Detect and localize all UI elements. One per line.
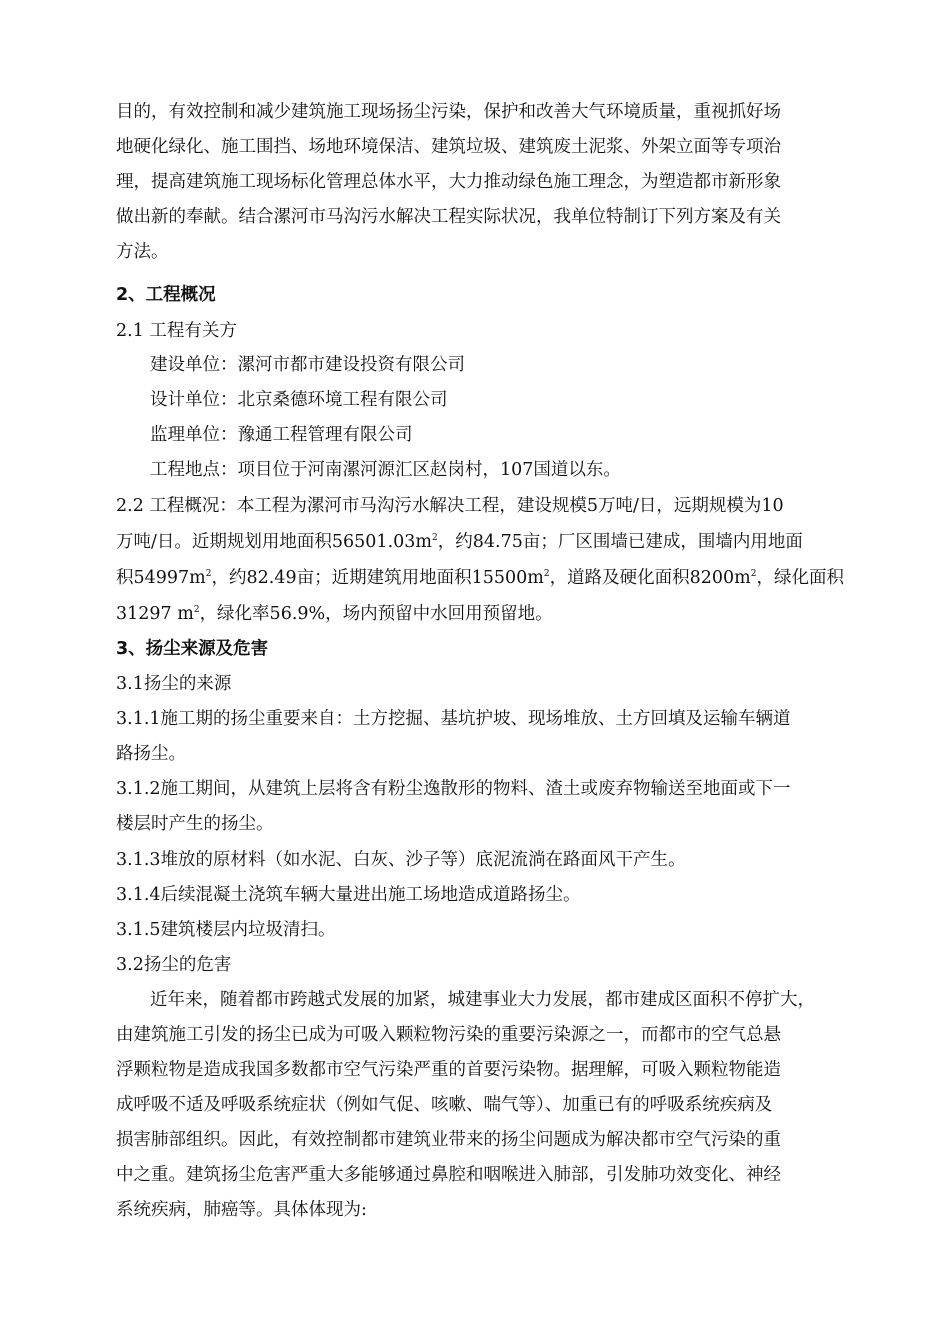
paragraph-line: 近年来，随着都市跨越式发展的加紧，城建事业大力发展，都市建成区面积不停扩大，	[150, 990, 815, 1010]
item-3-1-2-line: 3.1.2施工期间，从建筑上层将含有粉尘逸散形的物料、渣土或废弃物输送至地面或下一	[116, 779, 791, 799]
location-line: 工程地点：项目位于河南漯河源汇区赵岗村，107国道以东。	[150, 460, 621, 480]
item-3-1-5-line: 3.1.5建筑楼层内垃圾清扫。	[116, 920, 336, 940]
superscript: 2	[750, 569, 757, 580]
subsection-2-2-line: 31297 $m^2$，绿化率56.9%，场内预留中水回用预留地。	[116, 604, 553, 624]
paragraph-line: 由建筑施工引发的扬尘已成为可吸入颗粒物污染的重要污染源之一，而都市的空气总悬	[116, 1025, 781, 1045]
designer-line: 设计单位：北京桑德环境工程有限公司	[150, 390, 448, 410]
subsection-2-2-line: 2.2 工程概况：本工程为漯河市马沟污水解决工程，建设规模5万吨/日，远期规模为10	[116, 496, 784, 516]
paragraph-line: 浮颗粒物是造成我国多数都市空气污染严重的首要污染物。据理解，可吸入颗粒物能造	[116, 1060, 781, 1080]
section-2-heading: 2、工程概况	[116, 285, 216, 305]
intro-line: 做出新的奉献。结合漯河市马沟污水解决工程实际状况，我单位特制订下列方案及有关	[116, 207, 781, 227]
superscript: 2	[543, 569, 550, 580]
intro-line: 目的，有效控制和减少建筑施工现场扬尘污染，保护和改善大气环境质量，重视抓好场	[116, 102, 781, 122]
item-3-1-3-line: 3.1.3堆放的原材料（如水泥、白灰、沙子等）底泥流淌在路面风干产生。	[116, 850, 686, 870]
subsection-3-1-heading: 3.1扬尘的来源	[116, 674, 232, 694]
supervisor-line: 监理单位：豫通工程管理有限公司	[150, 425, 413, 445]
subsection-3-2-heading: 3.2扬尘的危害	[116, 955, 232, 975]
paragraph-line: 系统疾病，肺癌等。具体体现为:	[116, 1200, 367, 1220]
item-3-1-2-line: 楼层时产生的扬尘。	[116, 814, 274, 834]
paragraph-line: 损害肺部组织。因此，有效控制都市建筑业带来的扬尘问题成为解决都市空气污染的重	[116, 1130, 781, 1150]
paragraph-line: 成呼吸不适及呼吸系统症状（例如气促、咳嗽、喘气等）、加重已有的呼吸系统疾病及	[116, 1095, 773, 1115]
builder-line: 建设单位：漯河市都市建设投资有限公司	[150, 355, 465, 375]
superscript: 2	[193, 605, 200, 616]
intro-line: 方法。	[116, 242, 169, 262]
intro-line: 地硬化绿化、施工围挡、场地环境保洁、建筑垃圾、建筑废土泥浆、外架立面等专项治	[116, 137, 781, 157]
paragraph-line: 中之重。建筑扬尘危害严重大多能够通过鼻腔和咽喉进入肺部，引发肺功效变化、神经	[116, 1165, 781, 1185]
subsection-2-1-heading: 2.1 工程有关方	[116, 321, 237, 341]
item-3-1-4-line: 3.1.4后续混凝土浇筑车辆大量进出施工场地造成道路扬尘。	[116, 885, 581, 905]
superscript: 2	[205, 569, 212, 580]
item-3-1-1-line: 路扬尘。	[116, 744, 186, 764]
intro-line: 理，提高建筑施工现场标化管理总体水平，大力推动绿色施工理念，为塑造都市新形象	[116, 172, 781, 192]
subsection-2-2-line: 积$54997m^2$，约82.49亩；近期建筑用地面积$15500m^2$，道路及硬化面积$8200m^2$，绿化面积	[116, 568, 844, 588]
section-3-heading: 3、扬尘来源及危害	[116, 639, 269, 659]
superscript: 2	[432, 533, 438, 544]
subsection-2-2-line: 万吨/日。近期规划用地面积$56501.03m^2$，约84.75亩；厂区围墙已建成，围墙内用地面	[116, 532, 803, 552]
item-3-1-1-line: 3.1.1施工期的扬尘重要来自：土方挖掘、基坑护坡、现场堆放、土方回填及运输车辆道	[116, 709, 791, 729]
